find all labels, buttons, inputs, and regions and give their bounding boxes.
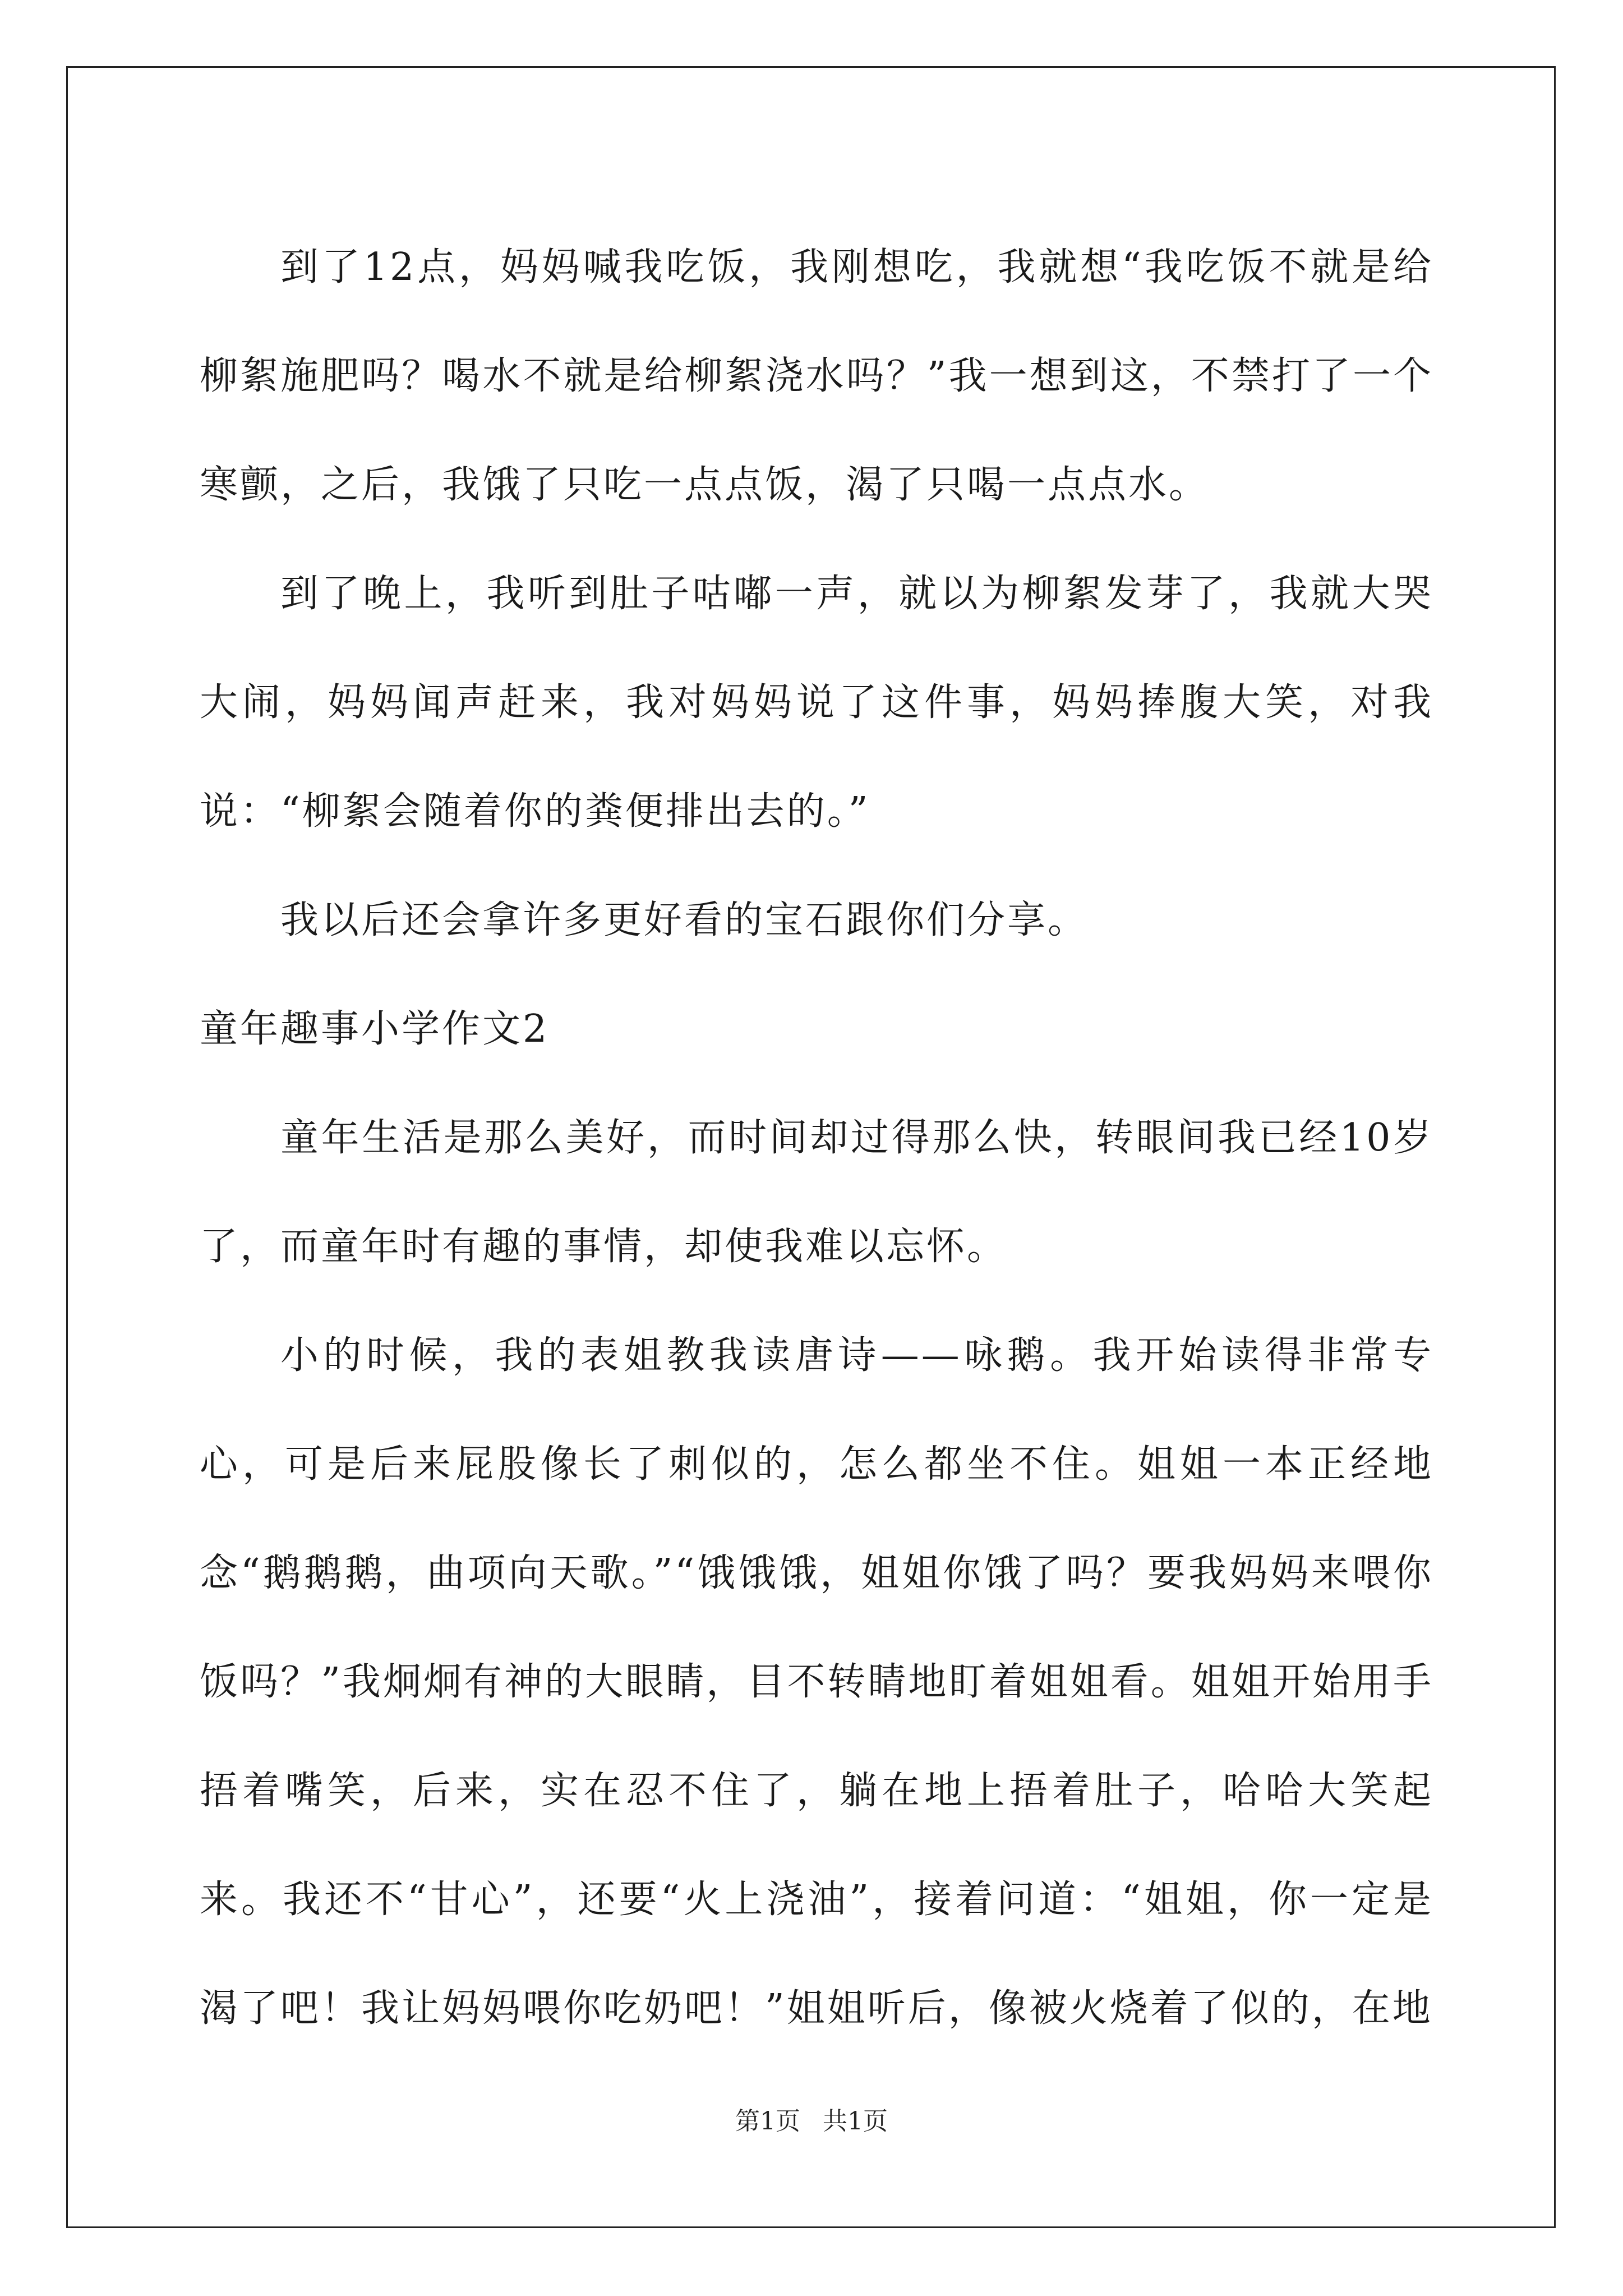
paragraph-poem: 小的时候，我的表姐教我读唐诗——咏鹅。我开始读得非常专心，可是后来屁股像长了刺似的，怎么都坐不住。姐姐一本正经地念“鹅鹅鹅，曲项向天歌。”“饿饿饿，姐姐你饿了吗？要我妈妈来喂你饭吗？”我炯炯有神的大眼睛，目不转睛地盯着姐姐看。姐姐开始用手捂着嘴笑，后来，实在忍不住了，躺在地上捂着肚子，哈哈大笑起来。我还不“甘心”，还要“火上浇油”，接着问道：“姐姐，你一定是渴了吧！我让妈妈喂你吃奶吧！”姐姐听后，像被火烧着了似的，在地: [200, 1333, 1433, 2031]
document-body: [200, 213, 1433, 2063]
paragraph-childhood: 童年生活是那么美好，而时间却过得那么快，转眼间我已经10岁了，而童年时有趣的事情，却使我难以忘怀。: [200, 1116, 1433, 1269]
paragraph-lunch: 到了12点，妈妈喊我吃饭，我刚想吃，我就想“我吃饭不就是给柳絮施肥吗？喝水不就是给柳絮浇水吗？”我一想到这，不禁打了一个寒颤，之后，我饿了只吃一点点饭，渴了只喝一点点水。: [200, 245, 1433, 507]
paragraph-evening: 到了晚上，我听到肚子咕嘟一声，就以为柳絮发芽了，我就大哭大闹，妈妈闻声赶来，我对妈妈说了这件事，妈妈捧腹大笑，对我说：“柳絮会随着你的粪便排出去的。”: [200, 572, 1433, 834]
section-heading: 童年趣事小学作文2: [200, 1007, 550, 1051]
page-number: 第1页: [735, 2107, 800, 2136]
page-total: 共1页: [823, 2107, 888, 2136]
paragraph-gems: 我以后还会拿许多更好看的宝石跟你们分享。: [280, 898, 1089, 942]
page-footer: [0, 2105, 1623, 2138]
